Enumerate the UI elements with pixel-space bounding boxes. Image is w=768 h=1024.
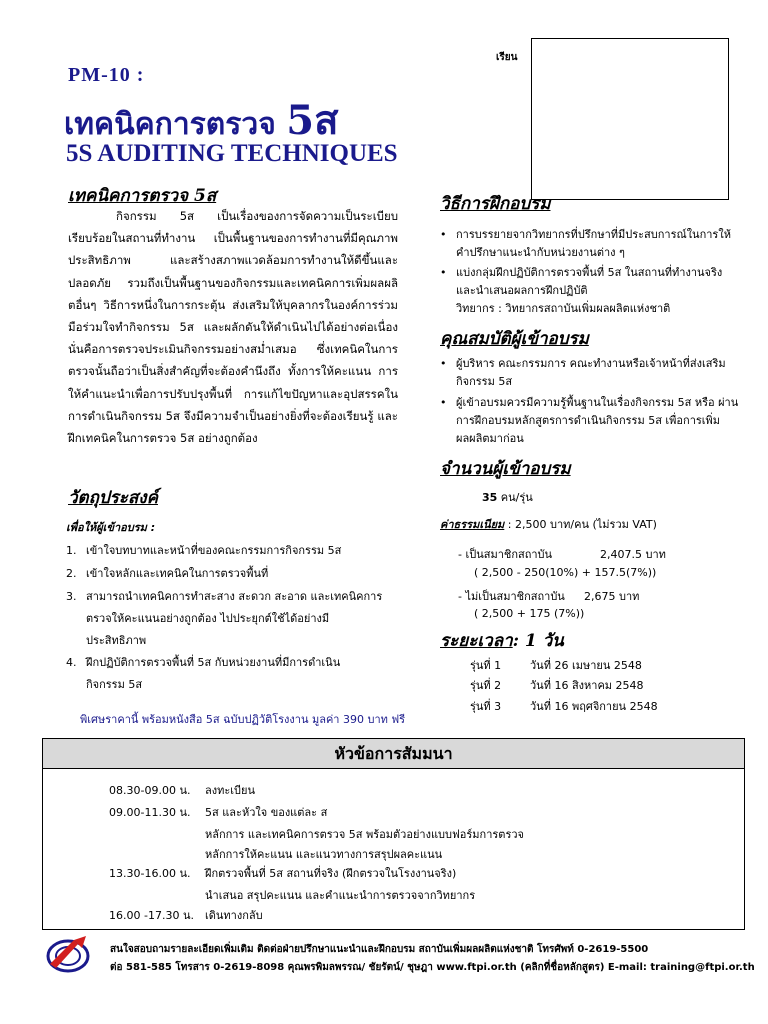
footer-line-1 xyxy=(110,942,648,957)
qualification-heading: คุณสมบัติผู้เข้าอบรม xyxy=(440,329,589,349)
objective-number: 4. xyxy=(66,656,77,669)
row-time: 09.00-11.30 น. xyxy=(109,806,191,819)
session-date: วันที่ 16 สิงหาคม 2548 xyxy=(530,679,644,692)
duration-value: : 1 วัน xyxy=(512,631,564,651)
method-text: แบ่งกลุ่มฝึกปฏิบัติการตรวจพื้นที่ 5ส ในสถานที่ทำงานจริง และนำเสนอผลการฝึกปฏิบัติ xyxy=(456,266,723,297)
row-desc: ลงทะเบียน xyxy=(205,784,255,797)
objective-item xyxy=(66,586,386,652)
row-desc: หลักการให้คะแนน และแนวทางการสรุปผลคะแนน xyxy=(205,848,443,861)
qualification-text: ผู้เข้าอบรมควรมีความรู้พื้นฐานในเรื่องกิจกรรม 5ส หรือ ผ่านการฝึกอบรมหลักสูตรการดำเนินกิจกรรม 5ส เพื่อการเพิ่มผลผลิตมาก่อน xyxy=(456,396,739,445)
method-speaker xyxy=(440,300,740,318)
duration-heading: ระยะเวลา xyxy=(440,631,513,651)
bullet-icon: • xyxy=(440,396,447,409)
objective-number: 3. xyxy=(66,590,77,603)
objective-text: เข้าใจหลักและเทคนิคในการตรวจพื้นที่ xyxy=(86,567,269,580)
seminar-heading: หัวข้อการสัมมนา xyxy=(43,739,744,769)
title-thai-prefix: เทคนิคการตรวจ xyxy=(64,107,287,142)
participant-count-value: 35 xyxy=(482,491,498,504)
row-desc: เดินทางกลับ xyxy=(205,909,263,922)
footer-contact-text: สนใจสอบถามรายละเอียดเพิ่มเติม ติดต่อฝ่ายปรึกษาแนะนำและฝึกอบรม สถาบันเพิ่มผลผลิตแห่งชาติ โทรศัพท์ 0-2619-5500 xyxy=(110,944,649,955)
member-fee-calc: ( 2,500 - 250(10%) + 157.5(7%)) xyxy=(474,566,657,579)
member-fee-label: - เป็นสมาชิกสถาบัน xyxy=(458,548,553,561)
objective-heading: วัตถุประสงค์ xyxy=(68,488,158,508)
session-gen: รุ่นที่ 1 xyxy=(470,659,502,672)
participant-count-unit: คน/รุ่น xyxy=(497,491,533,504)
photo-label: เรียน xyxy=(496,52,518,63)
method-text: การบรรยายจากวิทยากรที่ปรึกษาที่มีประสบการณ์ในการให้คำปรึกษาแนะนำกับหน่วยงานต่าง ๆ xyxy=(456,228,731,259)
fee-label: ค่าธรรมเนียม xyxy=(440,518,505,531)
row-desc: หลักการ และเทคนิคการตรวจ 5ส พร้อมตัวอย่างแบบฟอร์มการตรวจ xyxy=(205,828,524,841)
method-heading: วิธีการฝึกอบรม xyxy=(440,194,551,214)
objective-text: เข้าใจบทบาทและหน้าที่ของคณะกรรมการกิจกรรม 5ส xyxy=(86,544,342,557)
page-title-english: 5S AUDITING TECHNIQUES xyxy=(66,140,398,167)
objective-number: 2. xyxy=(66,567,77,580)
session-gen: รุ่นที่ 2 xyxy=(470,679,502,692)
objective-item xyxy=(66,540,396,562)
row-desc: นำเสนอ สรุปคะแนน และคำแนะนำการตรวจจากวิทยากร xyxy=(205,889,476,902)
promo-note: พิเศษราคานี้ พร้อมหนังสือ 5ส ฉบับปฏิวัติโรงงาน มูลค่า 390 บาท ฟรี xyxy=(80,713,406,726)
nonmember-fee-calc: ( 2,500 + 175 (7%)) xyxy=(474,607,585,620)
session-date: วันที่ 16 พฤศจิกายน 2548 xyxy=(530,700,658,713)
intro-paragraph xyxy=(68,205,398,449)
ftpi-logo-icon xyxy=(44,934,100,974)
member-fee-value: 2,407.5 บาท xyxy=(600,548,666,561)
row-desc: ฝึกตรวจพื้นที่ 5ส สถานที่จริง (ฝึกตรวจในโรงงานจริง) xyxy=(205,867,457,880)
objective-item xyxy=(66,563,396,585)
fee-value: : 2,500 บาท/คน (ไม่รวม VAT) xyxy=(504,518,657,531)
row-time: 13.30-16.00 น. xyxy=(109,867,191,880)
footer-line-2 xyxy=(110,960,755,975)
row-desc: 5ส และหัวใจ ของแต่ละ ส xyxy=(205,806,328,819)
course-code: PM-10 : xyxy=(68,64,145,86)
method-speaker-text: วิทยากร : วิทยากรสถาบันเพิ่มผลผลิตแห่งชาติ xyxy=(456,302,671,315)
objective-item xyxy=(66,652,366,696)
method-item xyxy=(440,226,740,262)
row-time: 16.00 -17.30 น. xyxy=(109,909,194,922)
intro-text: กิจกรรม 5ส เป็นเรื่องของการจัดความเป็นระเบียบเรียบร้อยในสถานที่ทำงาน เป็นพื้นฐานของการทำงานที่มีคุณภาพ ประสิทธิภาพ และสร้างสภาพแวดล้อมการทำงานให้ดีขึ้นและปลอดภัย รวมถึงเป็นพื้นฐานของกิจกรรมและเทคนิคการเพิ่มผลผลิตอื่นๆ วิธีการหนึ่งในการกระตุ้น ส่งเสริมให้บุคลากรในองค์การร่วมมือร่วมใจทำกิจกรรม 5ส และผลักดันให้ดำเนินไปได้อย่างต่อเนื่อง นั่นคือการตรวจประเมินกิจกรรมอย่างสม่ำเสมอ ซึ่งเทคนิคในการตรวจนั้นถือว่าเป็นสิ่งสำคัญที่จะต้องคำนึงถึง ทั้งการให้คะแนน การให้คำแนะนำเพื่อการปรับปรุงพื้นที่ การแก้ไขปัญหาและอุปสรรคในการดำเนินกิจกรรม 5ส จึงมีความจำเป็นอย่างยิ่งที่จะต้องเรียนรู้ และฝึกเทคนิคในการตรวจ 5ส อย่างถูกต้อง xyxy=(68,209,398,446)
bullet-icon: • xyxy=(440,228,447,241)
objective-text: สามารถนำเทคนิคการทำสะสาง สะดวก สะอาด และเทคนิคการตรวจให้คะแนนอย่างถูกต้อง ไปประยุกต์ใช้ได้อย่างมีประสิทธิภาพ xyxy=(86,590,383,647)
qualification-text: ผู้บริหาร คณะกรรมการ คณะทำงานหรือเจ้าหน้าที่ส่งเสริมกิจกรรม 5ส xyxy=(456,357,726,388)
method-item xyxy=(440,264,740,300)
qualification-item xyxy=(440,355,740,391)
row-time: 08.30-09.00 น. xyxy=(109,784,191,797)
bullet-icon: • xyxy=(440,266,447,279)
title-thai-5s: 5ส xyxy=(286,97,339,144)
fee-line xyxy=(440,515,657,533)
participant-heading: จำนวนผู้เข้าอบรม xyxy=(440,459,571,479)
participant-count xyxy=(482,488,533,506)
objective-text: ฝึกปฏิบัติการตรวจพื้นที่ 5ส กับหน่วยงานที่มีการดำเนินกิจกรรม 5ส xyxy=(86,656,341,691)
session-date: วันที่ 26 เมษายน 2548 xyxy=(530,659,642,672)
photo-box xyxy=(531,38,729,200)
duration-line xyxy=(440,627,564,654)
qualification-item xyxy=(440,394,740,448)
intro-heading: เทคนิคการตรวจ 5ส xyxy=(68,186,217,206)
bullet-icon: • xyxy=(440,357,447,370)
session-gen: รุ่นที่ 3 xyxy=(470,700,502,713)
seminar-table xyxy=(42,738,745,930)
objective-subheading: เพื่อให้ผู้เข้าอบรม : xyxy=(66,521,156,534)
objective-number: 1. xyxy=(66,544,77,557)
nonmember-fee-value: 2,675 บาท xyxy=(584,590,640,603)
footer-contact-detail: ต่อ 581-585 โทรสาร 0-2619-8098 คุณพรพิมลพรรณ/ ชัยรัตน์/ ชุษฎา www.ftpi.or.th (คลิกที่ชื่อหลักสูตร) E-mail: training@ftpi.or.th xyxy=(110,962,755,973)
nonmember-fee-label: - ไม่เป็นสมาชิกสถาบัน xyxy=(458,590,565,603)
